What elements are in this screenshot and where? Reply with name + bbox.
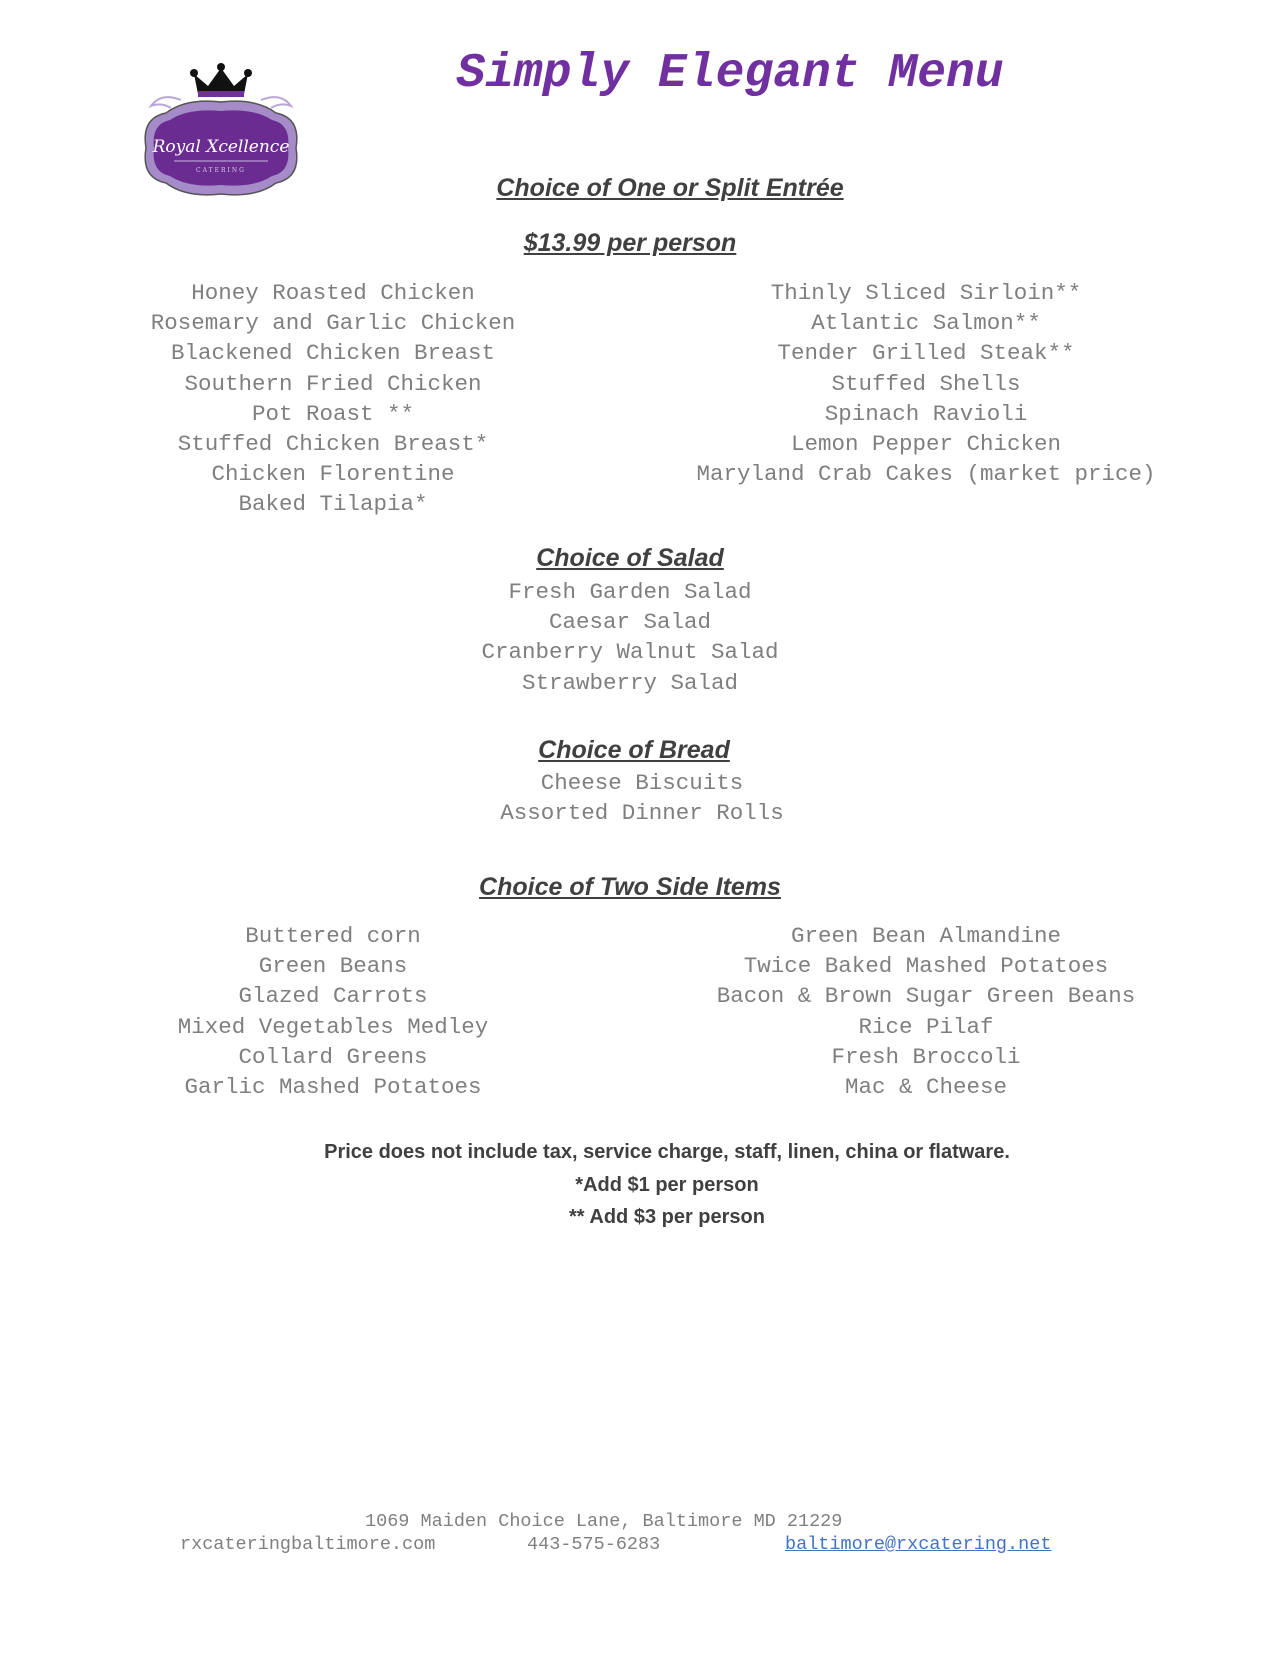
list-item: Stuffed Chicken Breast* [177, 431, 489, 458]
bread-heading: Choice of Bread [538, 736, 730, 764]
bread-list [342, 768, 942, 828]
pricing-notes [217, 1136, 1117, 1234]
list-item: Collard Greens [238, 1043, 428, 1070]
list-item: Stuffed Shells [831, 370, 1021, 397]
note-double-star: ** Add $3 per person [569, 1206, 765, 1228]
entree-left-list [33, 278, 633, 520]
svg-text:Royal Xcellence: Royal Xcellence [152, 137, 290, 157]
entree-right-list [626, 278, 1226, 489]
list-item: Bacon & Brown Sugar Green Beans [716, 983, 1136, 1010]
list-item: Pot Roast ** [251, 400, 415, 427]
list-item: Mixed Vegetables Medley [177, 1013, 489, 1040]
list-item: Mac & Cheese [844, 1074, 1008, 1101]
list-item: Chicken Florentine [211, 461, 455, 488]
salad-list [330, 577, 930, 698]
list-item: Caesar Salad [548, 609, 712, 636]
list-item: Cheese Biscuits [540, 770, 744, 796]
sides-left-list [33, 921, 633, 1102]
sides-right-list [626, 921, 1226, 1102]
sides-heading: Choice of Two Side Items [479, 873, 781, 901]
list-item: Glazed Carrots [238, 983, 428, 1010]
logo [136, 58, 306, 203]
footer-address: 1069 Maiden Choice Lane, Baltimore MD 21229 [365, 1511, 843, 1532]
entree-heading: Choice of One or Split Entrée [496, 174, 844, 202]
list-item: Green Bean Almandine [790, 923, 1062, 949]
footer-email-link[interactable]: baltimore@rxcatering.net [785, 1534, 1052, 1555]
list-item: Thinly Sliced Sirloin** [770, 280, 1082, 306]
list-item: Baked Tilapia* [238, 491, 428, 518]
list-item: Cranberry Walnut Salad [481, 639, 779, 666]
list-item: Honey Roasted Chicken [191, 280, 475, 306]
list-item: Spinach Ravioli [824, 400, 1028, 427]
list-item: Rosemary and Garlic Chicken [150, 310, 516, 337]
list-item: Tender Grilled Steak** [777, 340, 1075, 367]
note-price-exclusions: Price does not include tax, service charge, staff, linen, china or flatware. [324, 1141, 1010, 1163]
list-item: Green Beans [258, 953, 408, 980]
footer-phone: 443-575-6283 [527, 1534, 661, 1555]
svg-text:CATERING: CATERING [196, 167, 246, 174]
list-item: Atlantic Salmon** [811, 310, 1041, 337]
list-item: Strawberry Salad [521, 669, 739, 696]
list-item: Assorted Dinner Rolls [500, 800, 784, 827]
entree-price: $13.99 per person [523, 229, 737, 257]
list-item: Fresh Broccoli [831, 1043, 1021, 1070]
list-item: Garlic Mashed Potatoes [184, 1074, 482, 1101]
list-item: Rice Pilaf [858, 1013, 994, 1040]
salad-heading: Choice of Salad [536, 544, 724, 572]
list-item: Lemon Pepper Chicken [790, 431, 1062, 458]
list-item: Blackened Chicken Breast [170, 340, 496, 367]
menu-title: Simply Elegant Menu [456, 47, 1004, 101]
list-item: Maryland Crab Cakes (market price) [696, 461, 1156, 488]
footer-website: rxcateringbaltimore.com [180, 1534, 436, 1555]
list-item: Buttered corn [245, 923, 421, 949]
list-item: Twice Baked Mashed Potatoes [743, 953, 1109, 980]
note-single-star: *Add $1 per person [575, 1173, 759, 1196]
list-item: Southern Fried Chicken [184, 370, 482, 397]
list-item: Fresh Garden Salad [508, 579, 752, 605]
